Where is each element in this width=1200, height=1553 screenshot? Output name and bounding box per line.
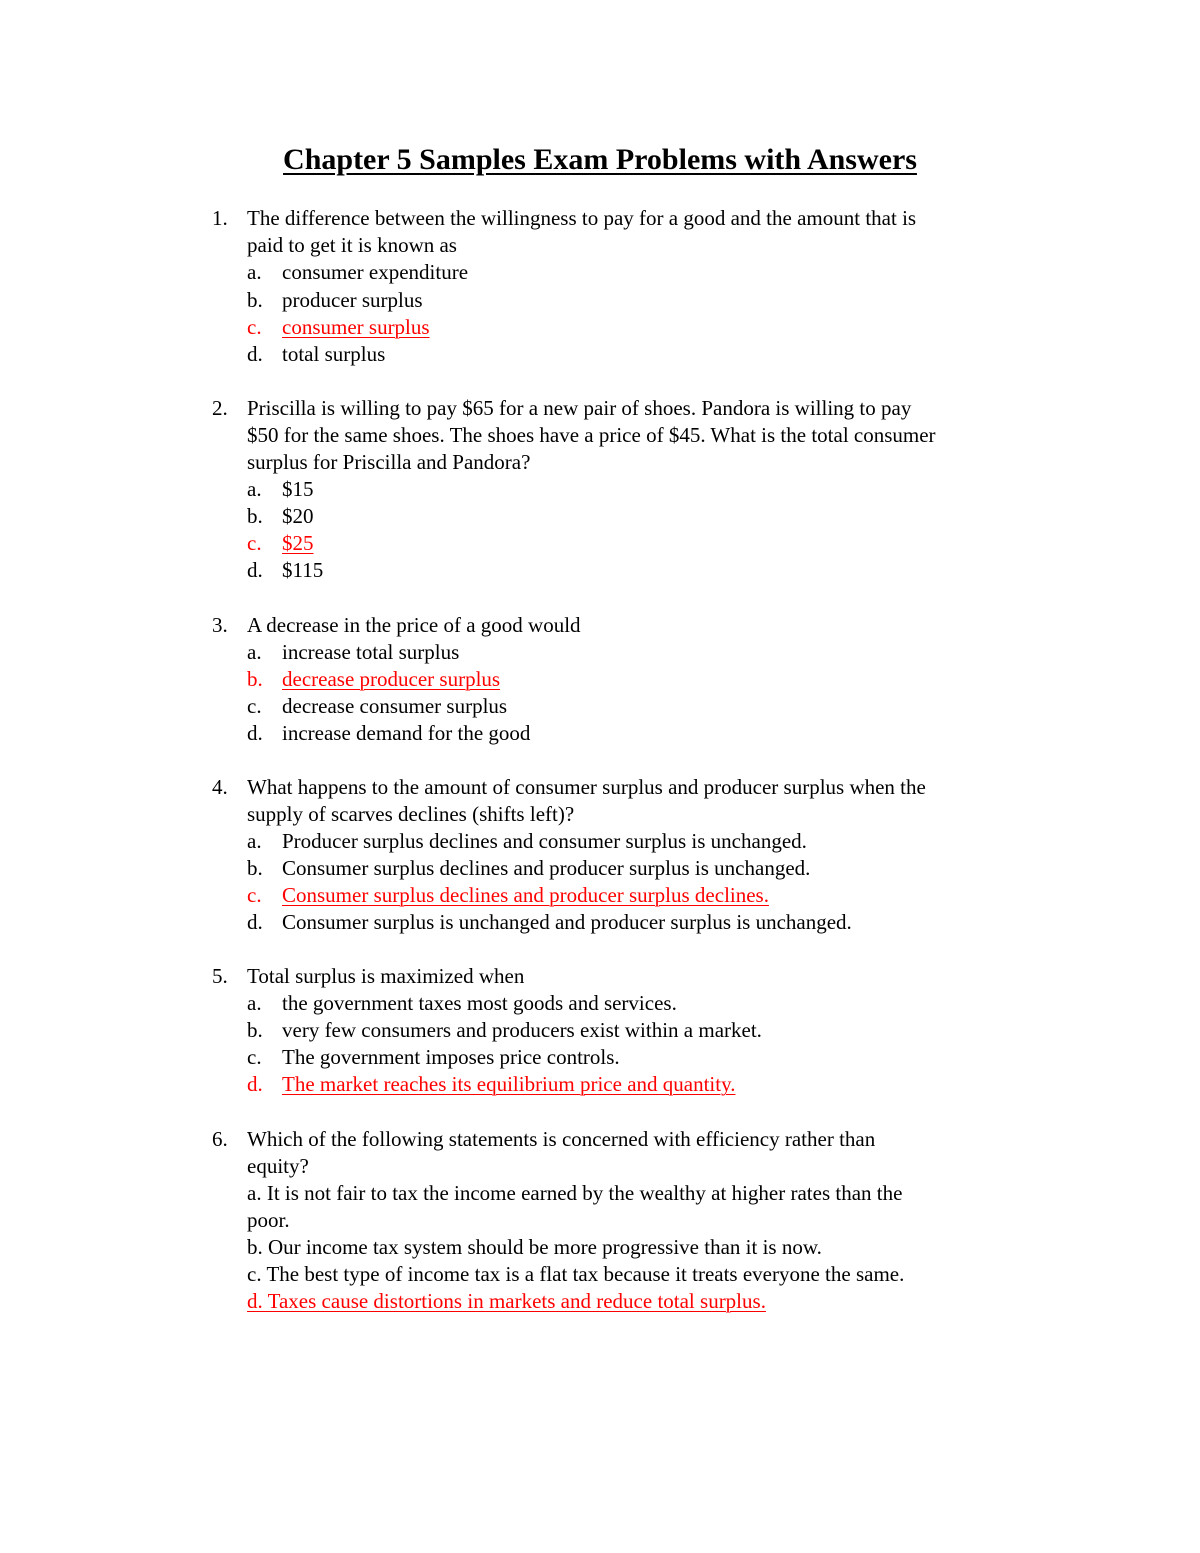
question-text: What happens to the amount of consumer surplus and producer surplus when the [247, 775, 926, 799]
question-text: A decrease in the price of a good would [247, 613, 581, 637]
answer-option-text: $25 [282, 531, 314, 555]
option-text: total surplus [282, 342, 386, 366]
answer-option-text: decrease producer surplus [282, 667, 501, 691]
answer-option-text: Consumer surplus declines and producer surplus declines. [282, 883, 769, 907]
option-text: Consumer surplus declines and producer surplus is unchanged. [282, 856, 811, 880]
inline-option-text: a. It is not fair to tax the income earned by the wealthy at higher rates than the [247, 1181, 903, 1205]
option-text: increase demand for the good [282, 721, 531, 745]
option-marker: d. [247, 721, 263, 745]
answer-option-marker: c. [247, 531, 262, 555]
option-marker: b. [247, 1018, 263, 1042]
question-number: 6. [212, 1127, 228, 1151]
option-text: $15 [282, 477, 314, 501]
option-text: increase total surplus [282, 640, 460, 664]
option-marker: b. [247, 288, 263, 312]
document-title: Chapter 5 Samples Exam Problems with Answers [283, 143, 917, 176]
option-marker: d. [247, 558, 263, 582]
inline-option-text: poor. [247, 1208, 290, 1232]
option-text: $115 [282, 558, 324, 582]
inline-option-text: c. The best type of income tax is a flat tax because it treats everyone the same. [247, 1262, 905, 1286]
option-marker: b. [247, 504, 263, 528]
option-marker: a. [247, 829, 262, 853]
answer-option-marker: c. [247, 315, 262, 339]
option-text: $20 [282, 504, 314, 528]
option-text: very few consumers and producers exist within a market. [282, 1018, 762, 1042]
question-number: 5. [212, 964, 228, 988]
option-marker: a. [247, 477, 262, 501]
question-text: surplus for Priscilla and Pandora? [247, 450, 531, 474]
question-number: 1. [212, 206, 228, 230]
question-number: 4. [212, 775, 228, 799]
option-marker: c. [247, 694, 262, 718]
option-marker: a. [247, 640, 262, 664]
option-text: The government imposes price controls. [282, 1045, 620, 1069]
option-text: decrease consumer surplus [282, 694, 508, 718]
option-marker: d. [247, 910, 263, 934]
question-text: paid to get it is known as [247, 233, 457, 257]
question-text: Priscilla is willing to pay $65 for a new pair of shoes. Pandora is willing to pay [247, 396, 912, 420]
option-text: the government taxes most goods and services. [282, 991, 677, 1015]
question-text: supply of scarves declines (shifts left)? [247, 802, 575, 826]
answer-option-text: The market reaches its equilibrium price and quantity. [282, 1072, 736, 1096]
answer-option-marker: d. [247, 1072, 263, 1096]
question-text: equity? [247, 1154, 309, 1178]
question-text: Which of the following statements is concerned with efficiency rather than [247, 1127, 876, 1151]
option-text: Consumer surplus is unchanged and producer surplus is unchanged. [282, 910, 852, 934]
answer-option-marker: c. [247, 883, 262, 907]
question-text: The difference between the willingness to pay for a good and the amount that is [247, 206, 917, 230]
answer-option-marker: b. [247, 667, 263, 691]
answer-option-text: consumer surplus [282, 315, 430, 339]
inline-option-text: b. Our income tax system should be more progressive than it is now. [247, 1235, 822, 1259]
option-marker: c. [247, 1045, 262, 1069]
option-text: Producer surplus declines and consumer surplus is unchanged. [282, 829, 807, 853]
option-text: producer surplus [282, 288, 423, 312]
option-marker: a. [247, 991, 262, 1015]
answer-inline-option-text: d. Taxes cause distortions in markets and reduce total surplus. [247, 1289, 766, 1313]
question-number: 3. [212, 613, 228, 637]
question-number: 2. [212, 396, 228, 420]
option-marker: a. [247, 260, 262, 284]
question-text: Total surplus is maximized when [247, 964, 525, 988]
question-text: $50 for the same shoes. The shoes have a price of $45. What is the total consumer [247, 423, 936, 447]
option-marker: b. [247, 856, 263, 880]
option-marker: d. [247, 342, 263, 366]
option-text: consumer expenditure [282, 260, 469, 284]
